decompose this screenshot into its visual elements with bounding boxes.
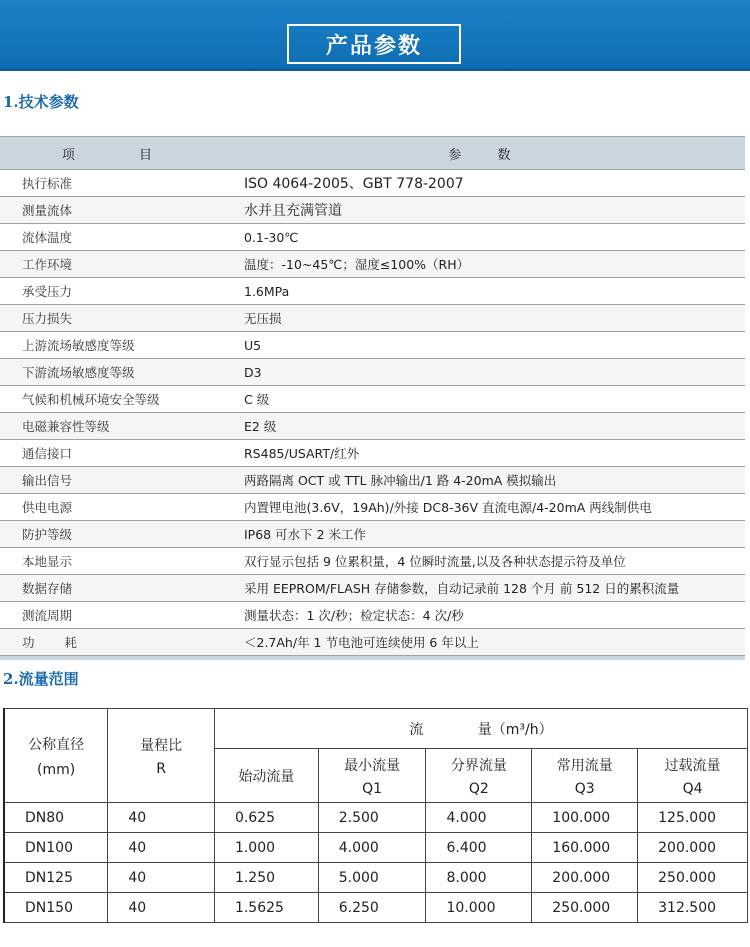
param-name: 压力损失 xyxy=(22,311,73,326)
param-value: D3 xyxy=(244,364,262,380)
table-cell: 4.000 xyxy=(318,833,426,863)
table-row xyxy=(0,386,745,413)
param-name: 供电电源 xyxy=(22,500,73,515)
header-min-flow xyxy=(318,749,426,803)
header-common-label: 常用流量 xyxy=(556,757,613,774)
header-flow: 流 量（m³/h） xyxy=(214,709,747,749)
param-name: 流体温度 xyxy=(22,230,73,245)
header-common-flow xyxy=(532,749,638,803)
header-sep-flow xyxy=(426,749,532,803)
table-row xyxy=(4,833,748,863)
table-cell: DN125 xyxy=(4,863,108,893)
header-overload-flow xyxy=(638,749,748,803)
param-name: 电磁兼容性等级 xyxy=(22,419,110,434)
param-name: 输出信号 xyxy=(22,473,73,488)
table-row xyxy=(4,803,748,833)
table-cell: 1.250 xyxy=(214,863,318,893)
header-diameter-label: 公称直径 xyxy=(28,736,85,753)
table-row xyxy=(0,278,745,305)
table-cell: 200.000 xyxy=(532,863,638,893)
param-value: 双行显示包括 9 位累积量，4 位瞬时流量,以及各种状态提示符及单位 xyxy=(244,554,626,569)
table-cell: 6.250 xyxy=(318,893,426,923)
param-value: 温度：-10~45℃；湿度≤100%（RH） xyxy=(244,257,470,272)
section-title-tech: 1.技术参数 xyxy=(3,93,79,111)
flow-range-table xyxy=(3,708,748,923)
table-cell: 5.000 xyxy=(318,863,426,893)
param-name: 承受压力 xyxy=(22,284,73,299)
table-cell: 40 xyxy=(108,803,215,833)
table-cell: 40 xyxy=(108,893,215,923)
header-diameter-unit: (mm) xyxy=(37,761,76,778)
table-cell: 312.500 xyxy=(638,893,748,923)
param-value: RS485/USART/红外 xyxy=(244,446,360,461)
table-cell: 250.000 xyxy=(532,893,638,923)
param-name: 测流周期 xyxy=(22,608,73,623)
header-overload-code: Q4 xyxy=(682,780,703,797)
param-value: 两路隔离 OCT 或 TTL 脉冲输出/1 路 4-20mA 模拟输出 xyxy=(244,473,557,488)
table-cell: 1.000 xyxy=(214,833,318,863)
header-common-code: Q3 xyxy=(574,780,595,797)
header-sep-code: Q2 xyxy=(468,780,489,797)
param-value: ISO 4064-2005、GBT 778-2007 xyxy=(244,176,464,192)
param-value: 内置锂电池(3.6V，19Ah)/外接 DC8-36V 直流电源/4-20mA 两线制供电 xyxy=(244,500,652,515)
table-row xyxy=(0,575,745,602)
table-cell: 200.000 xyxy=(638,833,748,863)
param-value: C 级 xyxy=(244,392,270,407)
table-row xyxy=(4,863,748,893)
tech-table-header xyxy=(0,136,745,170)
table-row xyxy=(0,548,745,575)
table-row xyxy=(0,305,745,332)
table-cell: 4.000 xyxy=(426,803,532,833)
param-name: 执行标准 xyxy=(22,176,73,191)
table-cell: 250.000 xyxy=(638,863,748,893)
header-banner xyxy=(0,0,750,71)
param-name: 测量流体 xyxy=(22,203,73,218)
table-row xyxy=(0,359,745,386)
header-sep-label: 分界流量 xyxy=(450,757,507,774)
table-cell: 2.500 xyxy=(318,803,426,833)
table-row xyxy=(0,521,745,548)
param-value: 水并且充满管道 xyxy=(244,203,342,219)
param-name: 功 耗 xyxy=(22,635,77,650)
header-ratio-label: 量程比 xyxy=(140,737,183,754)
param-name: 数据存储 xyxy=(22,581,73,596)
table-cell: DN80 xyxy=(4,803,108,833)
table-cell: 40 xyxy=(108,863,215,893)
param-value: U5 xyxy=(244,337,262,353)
tech-table-footer-bar xyxy=(0,656,745,660)
header-diameter xyxy=(4,709,108,803)
table-cell: 1.5625 xyxy=(214,893,318,923)
table-row xyxy=(0,251,745,278)
table-cell: 40 xyxy=(108,833,215,863)
table-row xyxy=(0,170,745,197)
param-value: 采用 EEPROM/FLASH 存储参数，自动记录前 128 个月 前 512 日的累积流量 xyxy=(244,581,680,596)
table-cell: 160.000 xyxy=(532,833,638,863)
param-name: 防护等级 xyxy=(22,527,73,542)
param-name: 上游流场敏感度等级 xyxy=(22,338,135,353)
table-cell: DN150 xyxy=(4,893,108,923)
param-value: 无压损 xyxy=(244,311,282,326)
table-row xyxy=(0,467,745,494)
section-title-flow: 2.流量范围 xyxy=(3,670,79,688)
param-value: 0.1-30℃ xyxy=(244,229,299,245)
param-value: IP68 可水下 2 米工作 xyxy=(244,527,367,542)
table-cell: 125.000 xyxy=(638,803,748,833)
table-row xyxy=(0,602,745,629)
banner-title: 产品参数 xyxy=(287,24,461,64)
header-overload-label: 过载流量 xyxy=(664,757,721,774)
table-cell: 0.625 xyxy=(214,803,318,833)
header-param: 参 数 xyxy=(448,147,527,163)
header-item: 项 目 xyxy=(61,147,183,163)
param-value: 1.6MPa xyxy=(244,283,290,299)
param-value: 测量状态：1 次/秒；检定状态：4 次/秒 xyxy=(244,608,464,623)
param-name: 通信接口 xyxy=(22,446,73,461)
table-cell: 6.400 xyxy=(426,833,532,863)
param-value: E2 级 xyxy=(244,419,277,434)
header-min-code: Q1 xyxy=(362,780,383,797)
table-row xyxy=(0,413,745,440)
table-row xyxy=(0,332,745,359)
table-row xyxy=(0,494,745,521)
param-value: ＜2.7Ah/年 1 节电池可连续使用 6 年以上 xyxy=(244,635,479,650)
header-min-label: 最小流量 xyxy=(344,757,401,774)
table-row xyxy=(0,224,745,251)
table-cell: 10.000 xyxy=(426,893,532,923)
param-name: 气候和机械环境安全等级 xyxy=(22,392,160,407)
header-ratio xyxy=(108,709,215,803)
table-cell: 100.000 xyxy=(532,803,638,833)
table-cell: 8.000 xyxy=(426,863,532,893)
param-name: 本地显示 xyxy=(22,554,73,569)
param-name: 下游流场敏感度等级 xyxy=(22,365,135,380)
table-row xyxy=(0,629,745,656)
table-row xyxy=(0,197,745,224)
header-start-flow: 始动流量 xyxy=(214,749,318,803)
table-cell: DN100 xyxy=(4,833,108,863)
param-name: 工作环境 xyxy=(22,257,73,272)
tech-params-table xyxy=(0,136,745,660)
table-row xyxy=(4,893,748,923)
table-row xyxy=(0,440,745,467)
header-ratio-unit: R xyxy=(156,760,166,777)
